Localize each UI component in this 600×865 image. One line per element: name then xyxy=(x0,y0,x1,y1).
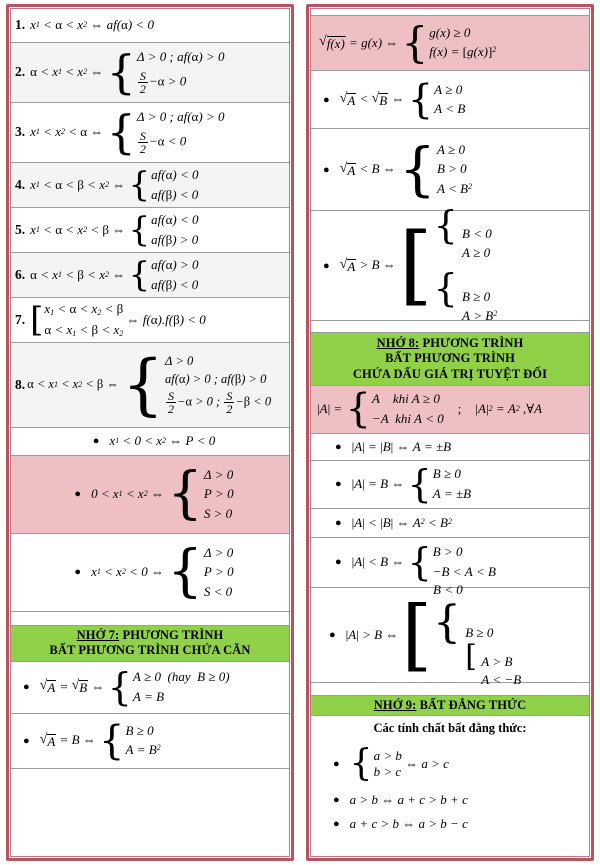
bullet-icon: ● xyxy=(329,628,336,641)
item-number: 2. xyxy=(15,64,26,80)
formula-x1-0-x2: x 1 < 0 < x 2 ⇔ P < 0 xyxy=(109,433,216,449)
bullet-icon: ● xyxy=(335,556,342,569)
left-brace: { xyxy=(128,209,151,250)
table-row xyxy=(311,538,589,588)
bullet-icon: ● xyxy=(323,93,330,106)
table-row xyxy=(11,298,289,343)
formula-sqrtA-lt-B: √ A < B ⇔ { A ≥ 0 B > 0 $A < B^2$ xyxy=(339,135,473,204)
table-row xyxy=(11,9,289,43)
left-brace: { xyxy=(407,540,432,585)
section-header-8-line3: CHỨA DẤU GIÁ TRỊ TUYỆT ĐỐI xyxy=(352,366,548,381)
item-number: 1. xyxy=(15,17,26,33)
section-header-8 xyxy=(311,333,589,386)
table-row xyxy=(311,461,589,509)
section-header-7-rest: PHƯƠNG TRÌNH xyxy=(119,628,224,642)
formula-move-term: a + c > b ⇔ a > b − c xyxy=(349,815,468,831)
bullet-icon: ● xyxy=(323,259,330,272)
item-number: 8. xyxy=(15,376,26,392)
left-brace: { xyxy=(128,254,151,295)
bullet-icon: ● xyxy=(335,440,342,453)
formula-abs-definition: |A| = { A khi A ≥ 0 −A khi A < 0 ; |A| 2 = A 2 ,∀ A xyxy=(317,386,543,433)
section-header-9-rest: BẤT ĐẮNG THỨC xyxy=(416,697,527,712)
table-row xyxy=(311,16,589,71)
bullet-icon: ● xyxy=(23,734,30,747)
item-number: 3. xyxy=(15,124,26,140)
right-column-frame xyxy=(306,4,594,861)
formula-sqrt-fx-eq-gx: √ f(x) = g ( x ) ⇔ { g(x) ≥ 0 $f(x) = [g(x)]^2$ xyxy=(319,18,497,68)
left-brace: { xyxy=(433,596,461,648)
left-brace: { xyxy=(433,265,458,310)
table-row xyxy=(311,202,589,323)
formula-item-2: α < x 1 < x 2 ⇔ { Δ > 0 ; af(α) > 0 $\frac{S}{2}$ −α > 0 xyxy=(30,44,225,99)
left-column-frame xyxy=(6,4,294,861)
separator-semicolon: ; xyxy=(457,401,462,417)
left-brace: { xyxy=(401,18,429,68)
bullet-icon: ● xyxy=(74,566,82,579)
formula-sqrtA-eq-sqrtB: √ A = √ B ⇔ { A ≥ 0 (hay B ≥ 0) A = B xyxy=(39,664,230,709)
left-brace: { xyxy=(106,44,136,99)
formula-item-7: [ $x_1 < \alpha < x_2 < \beta$ $\alpha < x_1 < \beta < x_2$ ⇔ f ( α ). f ( β ) < 0 xyxy=(30,299,206,340)
bullet-icon: ● xyxy=(92,435,100,448)
left-brace: { xyxy=(167,539,203,605)
section-header-8-line2: BẤT PHƯƠNG TRÌNH xyxy=(385,351,515,366)
section-header-7-line2: BẤT PHƯƠNG TRÌNH CHỨA CĂN xyxy=(49,643,251,658)
table-row xyxy=(11,662,289,714)
table-row xyxy=(311,740,589,788)
table-row xyxy=(311,812,589,836)
section-header-9 xyxy=(311,696,589,716)
right-column xyxy=(300,0,600,865)
left-brace: { xyxy=(407,462,432,507)
left-bracket: [ xyxy=(465,639,477,675)
formula-absA-lt-B: |A| < B ⇔ { B > 0 −B < A < B xyxy=(351,540,496,585)
left-column-inner xyxy=(10,8,290,857)
table-row xyxy=(11,43,289,103)
left-bracket: [ xyxy=(399,214,433,315)
formula-item-5: x 1 < α < x 2 < β ⇔ { af(α) < 0 af(β) > 0 xyxy=(30,209,199,250)
table-row xyxy=(11,428,289,456)
left-brace: { xyxy=(399,135,436,204)
formula-item-6: α < x 1 < β < x 2 ⇔ { af(α) > 0 af(β) < 0 xyxy=(30,254,199,295)
table-row xyxy=(11,534,289,612)
formula-sqrtA-lt-sqrtB: √ A < √ B ⇔ { A ≥ 0 A < B xyxy=(339,76,466,123)
formula-absA-eq-absB: |A| = |B| ⇔ A = ± B xyxy=(351,438,452,454)
table-row xyxy=(11,163,289,208)
section-header-8-prefix: NHỚ 8: xyxy=(376,336,420,350)
formula-x1-x2-0: x 1 < x 2 < 0 ⇔ { Δ > 0 P > 0 S < 0 xyxy=(91,539,234,605)
item-number: 7. xyxy=(15,311,26,327)
bullet-icon: ● xyxy=(333,758,340,770)
table-row xyxy=(311,509,589,538)
left-brace: { xyxy=(128,164,151,205)
formula-sqrtA-eq-B: √ A = B ⇔ { B ≥ 0 $A = B^2$ xyxy=(39,717,161,764)
subtitle-9: Các tính chất bất đẳng thức: xyxy=(373,720,527,735)
left-brace: { xyxy=(106,104,136,159)
left-brace: { xyxy=(167,461,203,527)
formula-item-1: x 1 < α < x 2 ⇔ af ( α ) < 0 xyxy=(30,17,154,33)
formula-absA-gt-B: |A| > B ⇔ [ B < 0 { B ≥ 0 [ A > B A < −B xyxy=(345,581,522,687)
formula-add-both-sides: a > b ⇔ a + c > b + c xyxy=(349,791,468,807)
left-brace: { xyxy=(345,386,371,433)
table-row xyxy=(11,714,289,769)
formula-item-4: x 1 < α < β < x 2 ⇔ { af(α) < 0 af(β) < 0 xyxy=(30,164,199,205)
bullet-icon: ● xyxy=(333,794,340,806)
gap-row-bottom xyxy=(11,769,289,857)
table-row xyxy=(311,434,589,461)
left-brace: { xyxy=(99,717,125,764)
right-column-inner xyxy=(310,8,590,857)
top-gap xyxy=(311,9,589,16)
table-row xyxy=(311,129,589,211)
section-header-9-prefix: NHỚ 9: xyxy=(373,697,417,712)
table-row xyxy=(311,386,589,434)
bullet-icon: ● xyxy=(335,516,342,529)
left-bracket: [ xyxy=(401,589,432,680)
formula-transitivity: { a > b b > c ⇔ a > c xyxy=(349,742,449,784)
left-brace: { xyxy=(349,742,373,784)
bullet-icon: ● xyxy=(23,681,30,693)
item-number: 5. xyxy=(15,221,26,237)
table-row xyxy=(311,71,589,129)
table-row xyxy=(311,581,589,687)
section-header-8-rest: PHƯƠNG TRÌNH xyxy=(419,336,524,350)
left-brace: { xyxy=(407,76,434,123)
table-row xyxy=(11,456,289,534)
formula-absA-lt-absB: |A| < |B| ⇔ A 2 < B 2 xyxy=(351,514,452,530)
left-brace: { xyxy=(107,664,132,709)
table-row xyxy=(11,208,289,253)
item-number: 6. xyxy=(15,266,26,282)
section-header-7 xyxy=(11,626,289,662)
formula-0-x1-x2: 0 < x 1 < x 2 ⇔ { Δ > 0 P > 0 S > 0 xyxy=(91,461,234,527)
section-header-7-prefix: NHỚ 7: xyxy=(76,628,120,642)
item-number: 4. xyxy=(15,176,26,192)
left-brace: { xyxy=(433,202,458,247)
bullet-icon: ● xyxy=(335,478,342,491)
bullet-icon: ● xyxy=(333,818,340,830)
table-row xyxy=(11,253,289,298)
bullet-icon: ● xyxy=(323,163,330,176)
gap-row xyxy=(11,612,289,626)
left-bracket: [ xyxy=(30,299,44,340)
bullet-icon: ● xyxy=(74,488,82,501)
subtitle-row xyxy=(311,716,589,740)
formula-item-3: x 1 < x 2 < α ⇔ { Δ > 0 ; af(α) > 0 $\frac{S}{2}$ −α < 0 xyxy=(30,104,225,159)
table-row xyxy=(11,103,289,163)
left-brace: { xyxy=(122,346,164,424)
table-row xyxy=(311,788,589,812)
formula-absA-eq-B: |A| = B ⇔ { B ≥ 0 A = ±B xyxy=(351,462,472,507)
formula-item-8: α < x 1 < x 2 < β ⇔ { Δ > 0 af(α) > 0 ; af(β) > 0 $\frac{S}{2}$ −α > 0 ; $\frac{S}{2}$ −β < 0 xyxy=(27,346,272,424)
table-row xyxy=(11,343,289,428)
formula-sqrtA-gt-B: √ A > B ⇔ [ { B < 0 A ≥ 0 { B ≥ 0 $A > B^2$ xyxy=(339,202,498,323)
